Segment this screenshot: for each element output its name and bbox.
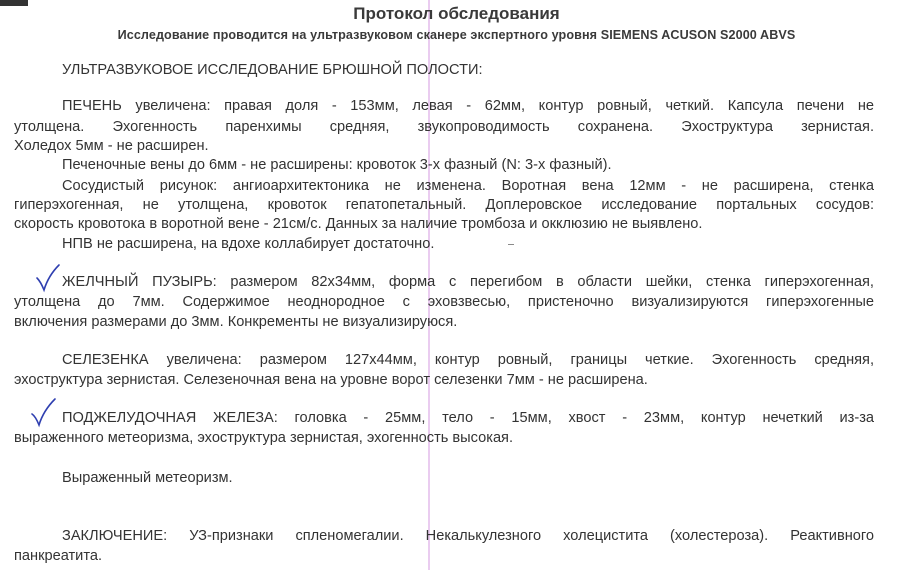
liver-line-8: НПВ не расширена, на вдохе коллабирует достаточно. [62, 236, 435, 252]
liver-line-4: Печеночные вены до 6мм - не расширены: кровоток 3-х фазный (N: 3-х фазный). [62, 157, 612, 173]
conclusion-line-2: панкреатита. [14, 548, 103, 564]
checkmark-icon [30, 398, 56, 426]
liver-line-2: утолщена. Эхогенность паренхимы средняя, звукопроводимость сохранена. Эхоструктура зернистая. [14, 119, 874, 135]
conclusion-line-1: ЗАКЛЮЧЕНИЕ: УЗ-признаки спленомегалии. Некалькулезного холецистита (холестероза). Реактивного [62, 528, 874, 544]
liver-line-6: гиперэхогенная, не утолщена, кровоток гепатопетальный. Доплеровское исследование портальных сосудов: [14, 197, 874, 213]
pancreas-line-2: выраженного метеоризма, эхоструктура зернистая, эхогенность высокая. [14, 430, 514, 446]
liver-line-5: Сосудистый рисунок: ангиоархитектоника не изменена. Воротная вена 12мм - не расширена, стенка [62, 178, 874, 194]
scan-speck [508, 244, 514, 245]
section-heading: УЛЬТРАЗВУКОВОЕ ИССЛЕДОВАНИЕ БРЮШНОЙ ПОЛОСТИ: [62, 62, 483, 78]
gallbladder-line-2: утолщена до 7мм. Содержимое неоднородное с эховзвесью, пристеночно визуализируются гиперэхогенные [14, 294, 874, 310]
document-title: Протокол обследования [353, 4, 560, 23]
gallbladder-line-1: ЖЕЛЧНЫЙ ПУЗЫРЬ: размером 82х34мм, форма с перегибом в области шейки, стенка гиперэхогенная, [62, 274, 874, 290]
pancreas-line-1: ПОДЖЕЛУДОЧНАЯ ЖЕЛЕЗА: головка - 25мм, тело - 15мм, хвост - 23мм, контур нечеткий из-за [62, 410, 874, 426]
liver-line-7: скорость кровотока в воротной вене - 21см/с. Данных за наличие тромбоза и окклюзию не выявлено. [14, 216, 703, 232]
spleen-line-2: эхоструктура зернистая. Селезеночная вена на уровне ворот селезенки 7мм - не расширена. [14, 372, 648, 388]
meteorism-note: Выраженный метеоризм. [62, 470, 233, 486]
liver-line-3: Холедох 5мм - не расширен. [14, 138, 209, 154]
checkmark-icon [34, 264, 60, 292]
spleen-line-1: СЕЛЕЗЕНКА увеличена: размером 127х44мм, контур ровный, границы четкие. Эхогенность средняя, [62, 352, 874, 368]
document-subtitle: Исследование проводится на ультразвуковом сканере экспертного уровня SIEMENS ACUSON S2000 ABVS [117, 28, 796, 42]
gallbladder-line-3: включения размерами до 3мм. Конкременты не визуализируюся. [14, 314, 458, 330]
liver-line-1: ПЕЧЕНЬ увеличена: правая доля - 153мм, левая - 62мм, контур ровный, четкий. Капсула печени не [62, 98, 874, 114]
